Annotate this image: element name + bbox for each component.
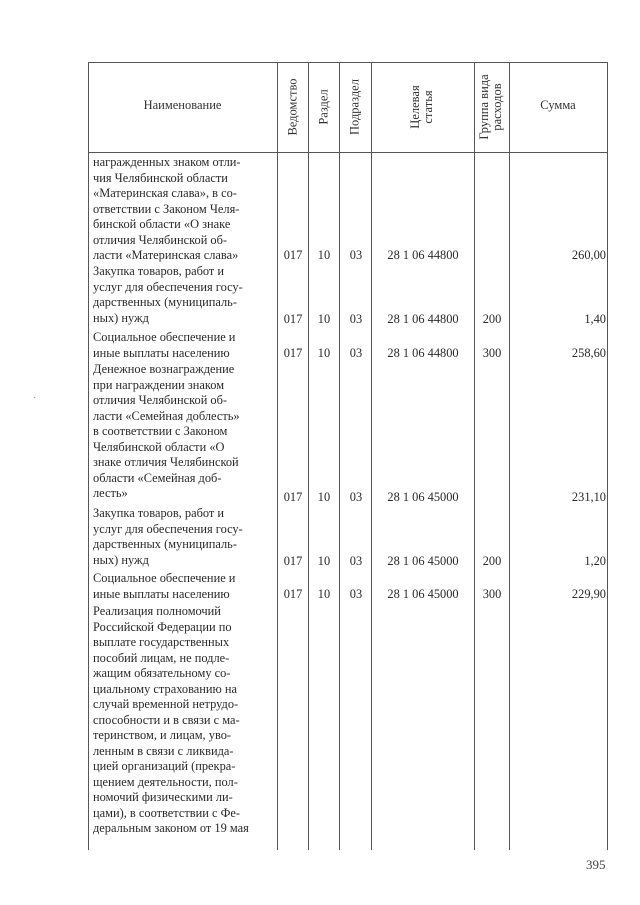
header-bottom-border bbox=[88, 152, 608, 153]
name-line: иные выплаты населению bbox=[93, 345, 230, 360]
subsection-code: 03 bbox=[349, 248, 363, 262]
header-section: Раздел bbox=[316, 89, 331, 125]
name-line: Закупка товаров, работ и bbox=[93, 506, 225, 520]
subsection-code: 03 bbox=[349, 587, 363, 601]
name-line: лесть» bbox=[93, 486, 128, 500]
row-name bbox=[93, 330, 267, 361]
subsection-code: 03 bbox=[349, 346, 363, 360]
name-line: при награждении знаком bbox=[93, 377, 225, 392]
target-article-code: 28 1 06 44800 bbox=[387, 248, 459, 262]
row-name bbox=[93, 506, 267, 568]
name-line: Социальное обеспечение и bbox=[93, 330, 236, 344]
table-top-border bbox=[88, 62, 608, 63]
header-expense-group-line2: расходов bbox=[490, 83, 504, 131]
name-line: услуг для обеспечения госу- bbox=[93, 279, 243, 294]
name-line: циальному страхованию на bbox=[93, 681, 238, 696]
header-target-article-line2: статья bbox=[421, 90, 435, 124]
name-line: Челябинской области «О bbox=[93, 439, 225, 454]
target-article-code: 28 1 06 44800 bbox=[387, 312, 459, 326]
name-line: Денежное вознаграждение bbox=[93, 362, 235, 376]
section-code: 10 bbox=[317, 346, 331, 360]
expense-group-code: 300 bbox=[482, 346, 502, 360]
name-line: бинской области «О знаке bbox=[93, 217, 231, 231]
name-line: деральным законом от 19 мая bbox=[93, 821, 249, 835]
column-divider bbox=[308, 62, 309, 850]
header-name: Наименование bbox=[143, 98, 222, 112]
section-code: 10 bbox=[317, 490, 331, 504]
department-code: 017 bbox=[283, 554, 303, 568]
row-name bbox=[93, 264, 267, 326]
name-line: услуг для обеспечения госу- bbox=[93, 521, 243, 536]
table-right-border bbox=[607, 62, 608, 850]
name-line: отличия Челябинской об- bbox=[93, 393, 228, 407]
name-line: щением деятельности, пол- bbox=[93, 774, 238, 789]
expense-group-code: 200 bbox=[482, 554, 502, 568]
department-code: 017 bbox=[283, 346, 303, 360]
name-line: ответствии с Законом Челя- bbox=[93, 201, 240, 216]
name-line: Социальное обеспечение и bbox=[93, 571, 236, 585]
name-line: ных) нужд bbox=[93, 310, 149, 325]
column-divider bbox=[339, 62, 340, 850]
name-line: отличия Челябинской об- bbox=[93, 232, 228, 247]
target-article-code: 28 1 06 45000 bbox=[387, 587, 459, 601]
name-line: награжденных знаком отли- bbox=[93, 155, 241, 169]
name-line: пособий лицам, не подле- bbox=[93, 650, 230, 665]
amount-value: 231,10 bbox=[571, 490, 606, 504]
page-number: 395 bbox=[586, 857, 606, 872]
name-line: случай временной нетрудо- bbox=[93, 697, 239, 711]
department-code: 017 bbox=[283, 490, 303, 504]
table-left-border bbox=[88, 62, 89, 850]
name-line: способности и в связи с ма- bbox=[93, 712, 240, 727]
row-name bbox=[93, 571, 267, 602]
name-line: Закупка товаров, работ и bbox=[93, 264, 225, 278]
department-code: 017 bbox=[283, 312, 303, 326]
header-target-article-line1: Целевая bbox=[408, 85, 422, 129]
name-line: Реализация полномочий bbox=[93, 604, 221, 618]
row-name bbox=[93, 155, 267, 264]
name-line: ласти «Семейная доблесть» bbox=[93, 408, 240, 423]
name-line: ласти «Материнская слава» bbox=[93, 248, 239, 262]
subsection-code: 03 bbox=[349, 554, 363, 568]
name-line: области «Семейная доб- bbox=[93, 470, 222, 485]
name-line: цами), в соответствии с Фе- bbox=[93, 805, 240, 820]
header-expense-group-line1: Группа вида bbox=[477, 74, 491, 140]
department-code: 017 bbox=[283, 587, 303, 601]
header-department: Ведомство bbox=[285, 78, 300, 136]
name-line: дарственных (муниципаль- bbox=[93, 537, 237, 551]
name-line: знаке отличия Челябинской bbox=[93, 455, 239, 469]
amount-value: 229,90 bbox=[571, 587, 606, 601]
name-line: выплате государственных bbox=[93, 635, 230, 649]
name-line: цией организаций (прекра- bbox=[93, 759, 236, 773]
name-line: иные выплаты населению bbox=[93, 586, 230, 601]
subsection-code: 03 bbox=[349, 490, 363, 504]
header-subsection: Подраздел bbox=[347, 79, 362, 135]
column-divider bbox=[371, 62, 372, 850]
column-divider bbox=[277, 62, 278, 850]
name-line: дарственных (муниципаль- bbox=[93, 295, 237, 309]
header-amount: Сумма bbox=[540, 98, 576, 112]
subsection-code: 03 bbox=[349, 312, 363, 326]
section-code: 10 bbox=[317, 312, 331, 326]
amount-value: 1,40 bbox=[584, 312, 606, 326]
amount-value: 1,20 bbox=[584, 554, 606, 568]
expense-group-code: 300 bbox=[482, 587, 502, 601]
name-line: чия Челябинской области bbox=[93, 170, 228, 185]
header-target-article bbox=[409, 85, 435, 128]
name-line: жащим обязательному со- bbox=[93, 666, 231, 680]
section-code: 10 bbox=[317, 554, 331, 568]
scan-mark: · bbox=[33, 393, 37, 404]
row-name bbox=[93, 362, 267, 502]
amount-value: 260,00 bbox=[571, 248, 606, 262]
target-article-code: 28 1 06 44800 bbox=[387, 346, 459, 360]
column-divider bbox=[509, 62, 510, 850]
name-line: ных) нужд bbox=[93, 552, 149, 567]
name-line: Российской Федерации по bbox=[93, 619, 232, 634]
name-line: ленным в связи с ликвида- bbox=[93, 743, 234, 758]
amount-value: 258,60 bbox=[571, 346, 606, 360]
name-line: номочий физическими ли- bbox=[93, 790, 233, 804]
section-code: 10 bbox=[317, 248, 331, 262]
target-article-code: 28 1 06 45000 bbox=[387, 554, 459, 568]
target-article-code: 28 1 06 45000 bbox=[387, 490, 459, 504]
department-code: 017 bbox=[283, 248, 303, 262]
expense-group-code: 200 bbox=[482, 312, 502, 326]
column-divider bbox=[474, 62, 475, 850]
section-code: 10 bbox=[317, 587, 331, 601]
row-name bbox=[93, 604, 267, 837]
name-line: «Материнская слава», в со- bbox=[93, 186, 237, 200]
header-expense-group bbox=[478, 74, 504, 139]
name-line: в соответствии с Законом bbox=[93, 424, 228, 438]
name-line: теринством, и лицам, уво- bbox=[93, 728, 232, 742]
